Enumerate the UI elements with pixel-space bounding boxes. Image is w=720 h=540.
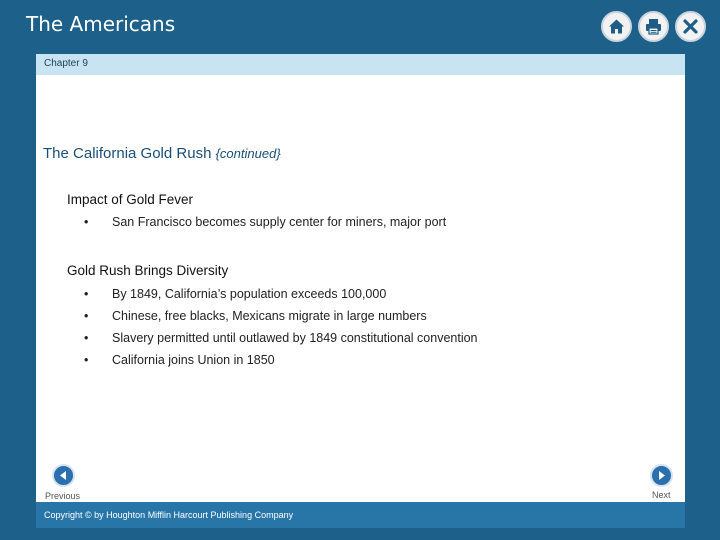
close-icon bbox=[682, 18, 699, 35]
close-button[interactable] bbox=[675, 11, 706, 42]
print-button[interactable] bbox=[638, 11, 669, 42]
bullet-dot-icon: • bbox=[84, 309, 89, 323]
chapter-label: Chapter 9 bbox=[44, 58, 88, 69]
bullet-item bbox=[84, 283, 478, 305]
bullet-text: Chinese, free blacks, Mexicans migrate in large numbers bbox=[112, 309, 427, 323]
next-button[interactable] bbox=[650, 464, 673, 487]
bullet-item bbox=[84, 211, 446, 233]
toolbar bbox=[601, 11, 706, 42]
arrow-left-icon bbox=[58, 470, 69, 481]
previous-button[interactable] bbox=[52, 464, 75, 487]
slide-title bbox=[43, 145, 281, 162]
bullet-text: By 1849, California’s population exceeds 100,000 bbox=[112, 287, 387, 301]
section-heading: Gold Rush Brings Diversity bbox=[67, 263, 229, 278]
section-heading: Impact of Gold Fever bbox=[67, 192, 194, 207]
slide-title-suffix: {continued} bbox=[215, 146, 281, 161]
bullet-dot-icon: • bbox=[84, 215, 89, 229]
bullet-item bbox=[84, 327, 478, 349]
chapter-bar bbox=[36, 54, 685, 75]
print-icon bbox=[645, 18, 662, 35]
next-label[interactable]: Next bbox=[652, 490, 671, 500]
bullet-list bbox=[84, 211, 446, 233]
bullet-dot-icon: • bbox=[84, 331, 89, 345]
bullet-dot-icon: • bbox=[84, 287, 89, 301]
app-title: The Americans bbox=[26, 12, 176, 36]
slide-content bbox=[36, 75, 685, 502]
previous-label[interactable]: Previous bbox=[45, 491, 81, 501]
arrow-right-icon bbox=[656, 470, 667, 481]
home-icon bbox=[608, 18, 625, 35]
bullet-item bbox=[84, 349, 478, 371]
footer-bar bbox=[36, 502, 685, 528]
copyright-text: Copyright © by Houghton Mifflin Harcourt Publishing Company bbox=[44, 510, 294, 520]
bullet-dot-icon: • bbox=[84, 353, 89, 367]
bullet-text: California joins Union in 1850 bbox=[112, 353, 275, 367]
bullet-text: San Francisco becomes supply center for miners, major port bbox=[112, 215, 447, 229]
bullet-item bbox=[84, 305, 478, 327]
slide-title-text: The California Gold Rush bbox=[43, 145, 212, 162]
bullet-list bbox=[84, 283, 478, 371]
home-button[interactable] bbox=[601, 11, 632, 42]
bullet-text: Slavery permitted until outlawed by 1849 constitutional convention bbox=[112, 331, 478, 345]
